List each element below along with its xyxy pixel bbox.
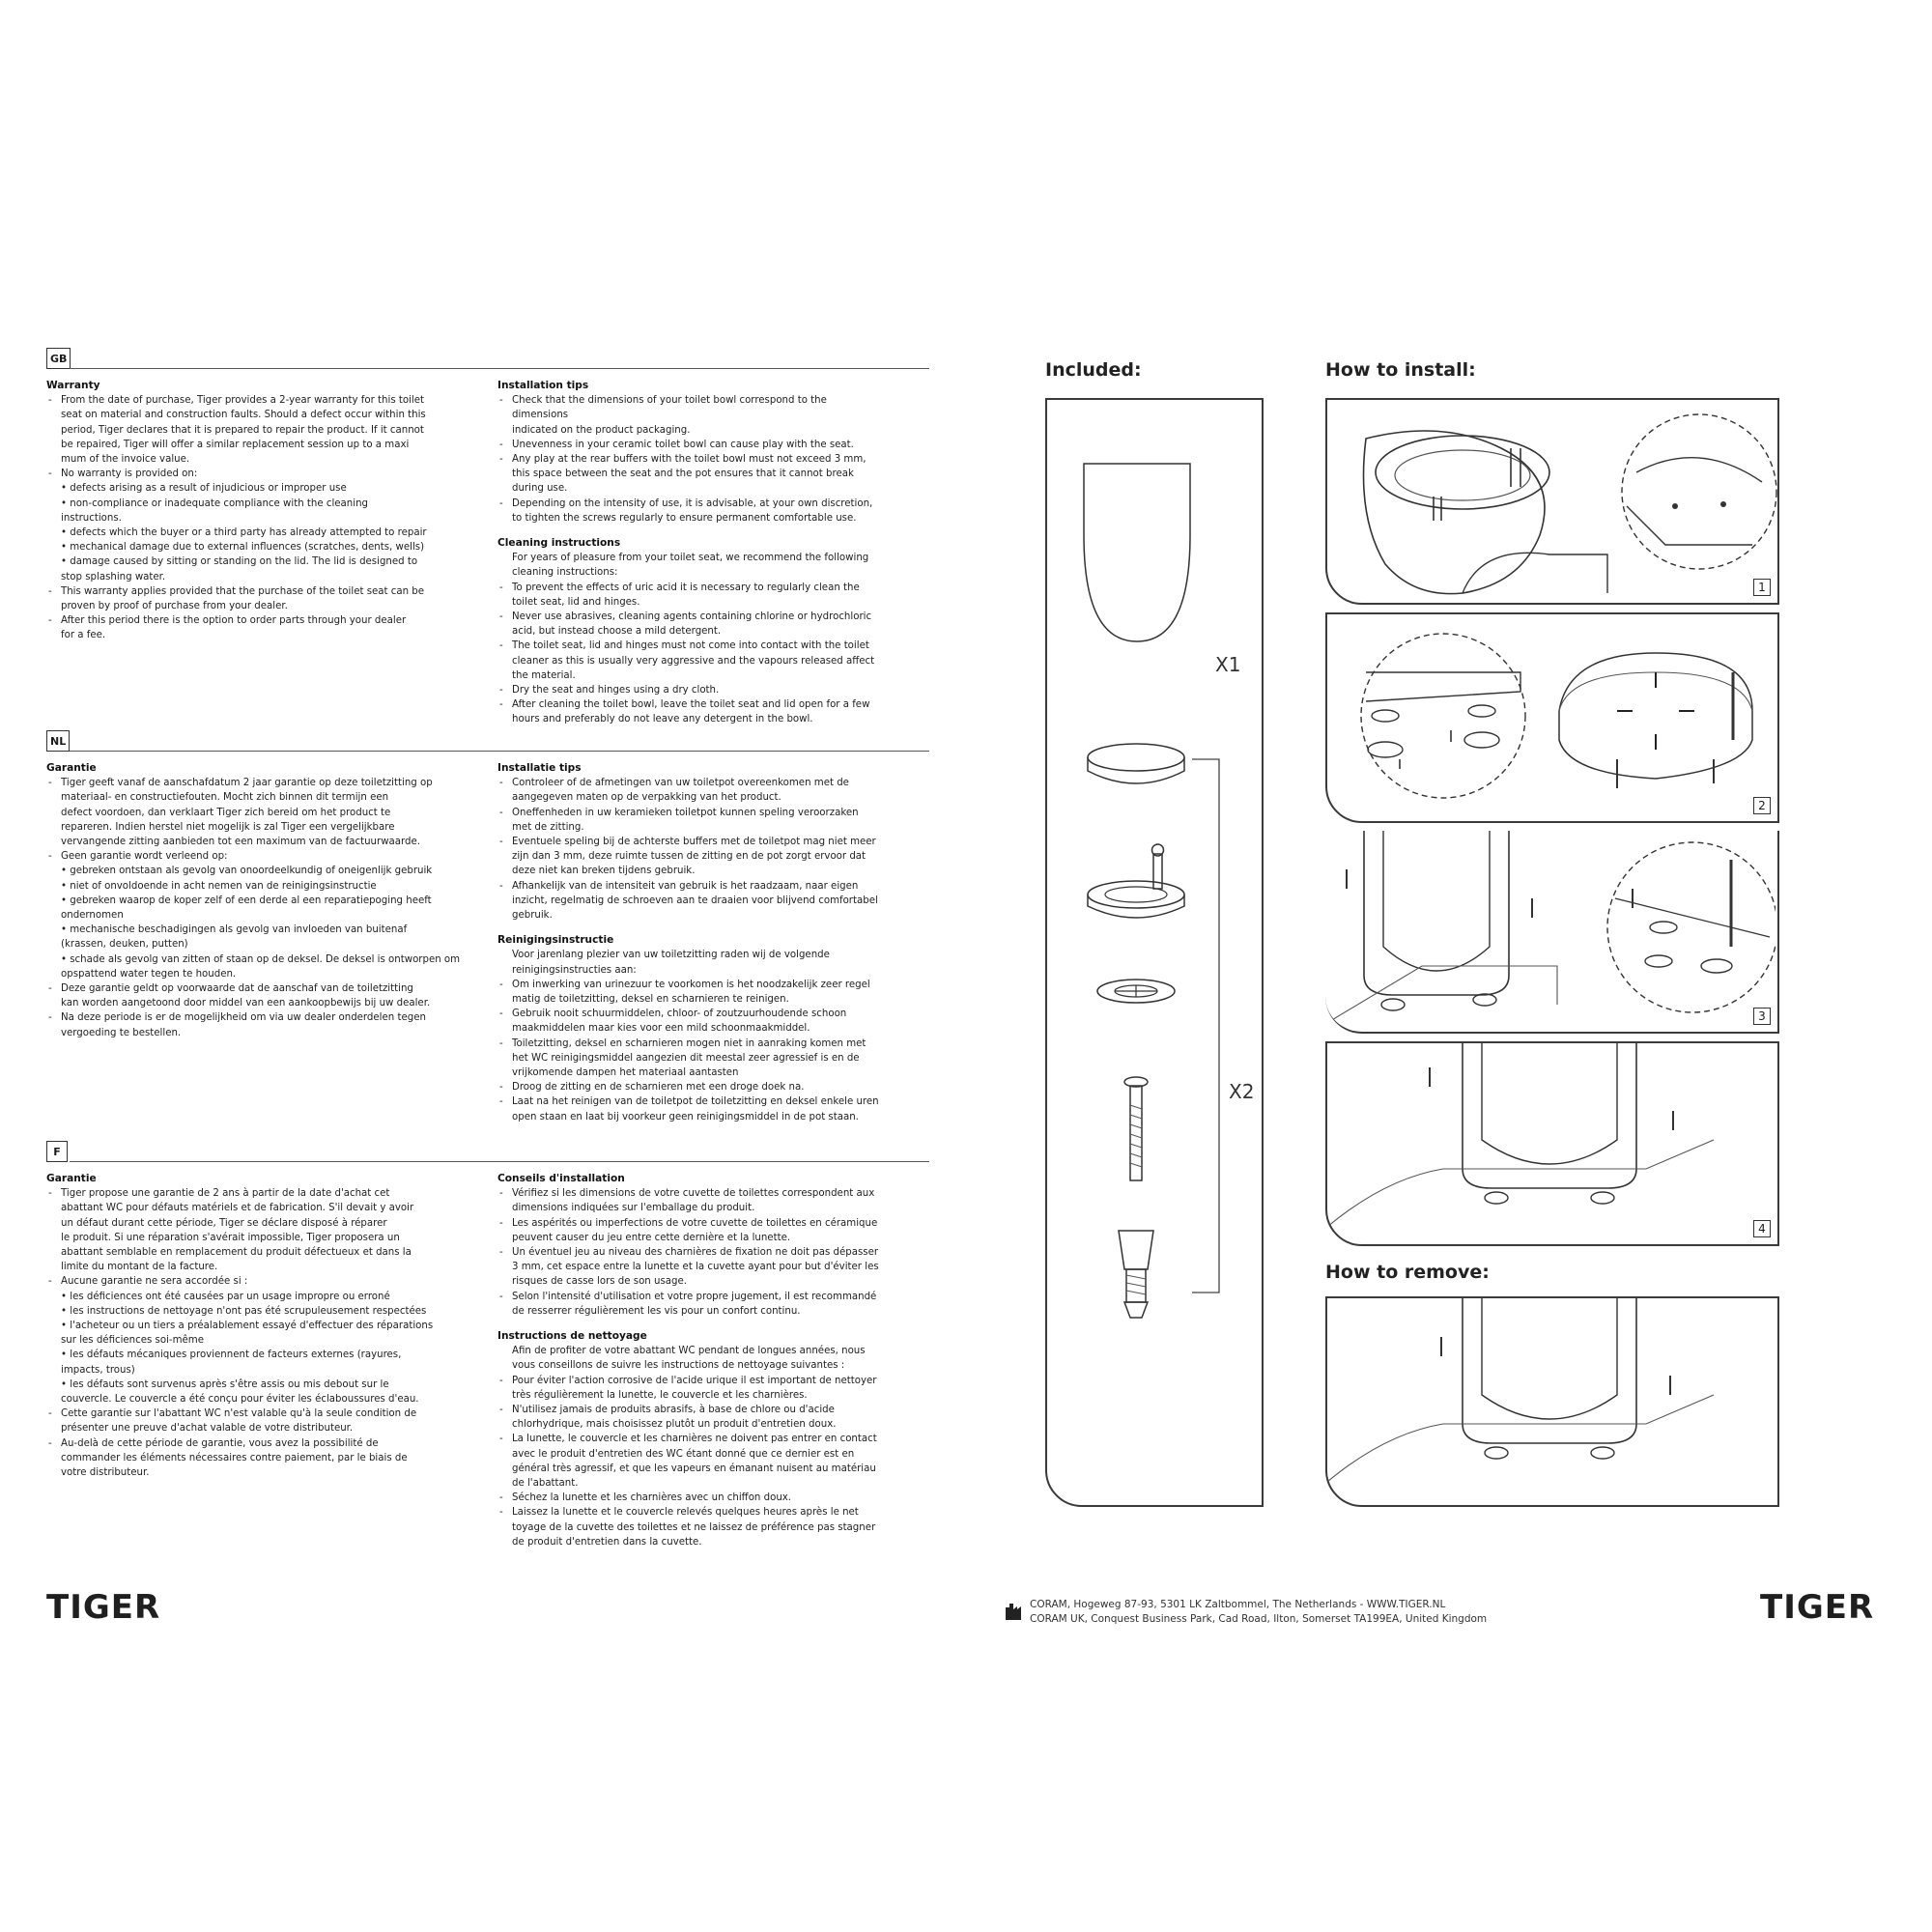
section-heading: Cleaning instructions [497, 537, 621, 550]
hinge-base [1088, 881, 1184, 908]
warranty-column-nl [46, 761, 483, 1040]
text-line: le produit. Si une réparation s'avérait impossible, Tiger proposera un [61, 1232, 400, 1243]
paragraph-gap [497, 1319, 932, 1329]
text-line: kan worden aangetoond door middel van een aankoopbewijs bij uw dealer. [61, 998, 431, 1009]
lang-badge-gb: GB [46, 348, 71, 369]
bullet-item: - After this period there is the option to order parts through your dealer [46, 613, 476, 628]
text-line: présenter une preuve d'achat valable de votre distributeur. [61, 1423, 354, 1435]
bullet-item: - Oneffenheden in uw keramieken toiletpot kunnen speling veroorzaken [497, 806, 932, 820]
install-heading: How to install: [1325, 359, 1476, 381]
text-list [497, 776, 932, 923]
text-line: defect voordoen, dan verklaart Tiger zich bereid om het product te [61, 807, 391, 818]
bullet-item: - Na deze periode is er de mogelijkheid om via uw dealer onderdelen tegen [46, 1010, 483, 1025]
text-list [46, 776, 483, 1040]
text-line: stop splashing water. [61, 571, 166, 582]
text-list [497, 1344, 932, 1549]
text-line: risques de casse lors de son usage. [512, 1276, 687, 1288]
text-line: repareren. Indien herstel niet mogelijk is zal Tiger een vergelijkbare [61, 821, 395, 833]
bullet-item: - Tiger propose une garantie de 2 ans à partir de la date d'achat cet [46, 1186, 476, 1201]
tips-column-nl [497, 761, 932, 1124]
bullet-item: - Check that the dimensions of your toilet bowl correspond to the [497, 393, 932, 408]
text-line: reinigingsinstructies aan: [512, 964, 637, 976]
step-number: 4 [1753, 1220, 1771, 1237]
text-line: gebruik. [512, 910, 553, 922]
brand-logo-right: TIGER [1760, 1588, 1875, 1627]
step-number: 1 [1753, 579, 1771, 596]
text-line: met de zitting. [512, 821, 584, 833]
included-panel [1045, 398, 1264, 1507]
section-rule [70, 1161, 929, 1162]
address-nl: CORAM, Hogeweg 87-93, 5301 LK Zaltbommel, The Netherlands - WWW.TIGER.NL [1030, 1599, 1446, 1610]
warranty-column-gb [46, 379, 476, 643]
seat-removal-drawing [1327, 1298, 1777, 1505]
bullet-item: - Aucune garantie ne sera accordée si : [46, 1274, 476, 1289]
bullet-item: - This warranty applies provided that the purchase of the toilet seat can be [46, 584, 476, 599]
paragraph-gap [497, 923, 932, 933]
text-line: for a fee. [61, 630, 106, 641]
brand-logo-left: TIGER [46, 1588, 161, 1627]
bullet-item: - Eventuele speling bij de achterste buffers met de toiletpot mag niet meer [497, 835, 932, 849]
section-heading: Warranty [46, 380, 100, 391]
text-line: aangegeven maten op de verpakking van het product. [512, 792, 781, 804]
text-line: mum of the invoice value. [61, 454, 190, 466]
section-heading: Installatie tips [497, 762, 582, 774]
text-line: hours and preferably do not leave any detergent in the bowl. [512, 714, 813, 725]
section-heading: Garantie [46, 1173, 97, 1184]
install-step-4 [1325, 1041, 1779, 1246]
text-line: Afin de profiter de votre abattant WC pendant de longues années, nous [512, 1346, 866, 1357]
bullet-item: - Gebruik nooit schuurmiddelen, chloor- of zoutzuurhoudende schoon [497, 1007, 932, 1021]
text-line: cleaner as this is usually very aggressive and the vapours released affect [512, 655, 875, 667]
remove-step [1325, 1296, 1779, 1507]
text-line: vous conseillons de suivre les instructions de nettoyage suivantes : [512, 1360, 845, 1372]
text-line: • mechanical damage due to external influences (scratches, dents, wells) [61, 542, 425, 554]
text-list [46, 393, 476, 642]
text-line: het WC reinigingsmiddel aangezien dit meestal zeer agressief is en de [512, 1052, 860, 1064]
install-step-1 [1325, 398, 1779, 605]
text-line: this space between the seat and the pot ensures that it cannot break [512, 469, 854, 480]
included-parts-drawing [1047, 400, 1262, 1505]
bullet-item: - Toiletzitting, deksel en scharnieren mogen niet in aanraking komen met [497, 1037, 932, 1051]
bullet-item: - Les aspérités ou imperfections de votre cuvette de toilettes en céramique [497, 1216, 932, 1231]
text-line: deze niet kan breken tijdens gebruik. [512, 866, 696, 877]
text-line: indicated on the product packaging. [512, 424, 691, 436]
text-line: de resserrer régulièrement les vis pour un confort continu. [512, 1305, 801, 1317]
text-line: • gebreken ontstaan als gevolg van onoordeelkundig of oneigenlijk gebruik [61, 866, 433, 877]
remove-heading: How to remove: [1325, 1262, 1490, 1283]
bullet-item: - Deze garantie geldt op voorwaarde dat de aanschaf van de toiletzitting [46, 981, 483, 996]
text-line: vervangende zitting aanbieden tot een maximum van de factuurwaarde. [61, 837, 420, 848]
seat-mounting-drawing [1325, 831, 1776, 1032]
text-line: dimensions indiquées sur l'emballage du produit. [512, 1203, 755, 1214]
text-line: limite du montant de la facture. [61, 1262, 218, 1273]
text-list [497, 551, 932, 726]
bullet-item: - Dry the seat and hinges using a dry cloth. [497, 683, 932, 697]
lang-badge-nl: NL [46, 730, 70, 752]
section-heading: Installation tips [497, 380, 589, 391]
wall-anchor [1119, 1231, 1153, 1269]
text-list [497, 393, 932, 526]
hinge-assembly-drawing [1327, 614, 1777, 821]
text-line: de produit d'entretien dans la cuvette. [512, 1536, 702, 1548]
bullet-item: - Au-delà de cette période de garantie, vous avez la possibilité de [46, 1436, 476, 1451]
quantity-parts: X2 [1229, 1080, 1255, 1103]
text-line: seat on material and construction faults. Should a defect occur within this [61, 410, 426, 421]
text-line: très régulièrement la lunette, le couvercle et les charnières. [512, 1389, 808, 1401]
bullet-item: - Droog de zitting en de scharnieren met een droge doek na. [497, 1080, 932, 1094]
text-line: chlorhydrique, mais choisissez plutôt un produit d'entretien doux. [512, 1419, 837, 1431]
install-step-3 [1325, 831, 1779, 1034]
text-line: vergoeding te bestellen. [61, 1027, 182, 1038]
bullet-item: - After cleaning the toilet bowl, leave the toilet seat and lid open for a few [497, 697, 932, 712]
included-heading: Included: [1045, 359, 1142, 381]
bullet-item: - Séchez la lunette et les charnières avec un chiffon doux. [497, 1491, 932, 1505]
text-line: • les défauts sont survenus après s'être assis ou mis debout sur le [61, 1378, 389, 1390]
bullet-item: - Any play at the rear buffers with the toilet bowl must not exceed 3 mm, [497, 452, 932, 467]
install-step-2 [1325, 612, 1779, 823]
text-line: open staan en laat bij voorkeur geen reinigingsmiddel in de pot staan. [512, 1111, 859, 1122]
text-list [497, 948, 932, 1123]
text-line: • damage caused by sitting or standing on the lid. The lid is designed to [61, 556, 418, 568]
text-line: period, Tiger declares that it is prepared to repair the product. If it cannot [61, 424, 424, 436]
text-line: abattant WC pour défauts matériels et de fabrication. S'il devait y avoir [61, 1203, 414, 1214]
section-heading: Instructions de nettoyage [497, 1330, 647, 1343]
bullet-item: - Laat na het reinigen van de toiletpot de toiletzitting en deksel enkele uren [497, 1094, 932, 1109]
text-line: • niet of onvoldoende in acht nemen van de reinigingsinstructie [61, 880, 377, 892]
text-list [497, 1186, 932, 1319]
text-line: avec le produit d'entretien des WC étant donné que ce dernier est en [512, 1448, 855, 1460]
text-line: sur les déficiences soi-même [61, 1335, 204, 1347]
text-line: • defects arising as a result of injudicious or improper use [61, 483, 347, 495]
bullet-item: - Controleer of de afmetingen van uw toiletpot overeenkomen met de [497, 776, 932, 790]
bullet-item: - From the date of purchase, Tiger provides a 2-year warranty for this toilet [46, 393, 476, 408]
bullet-item: - Cette garantie sur l'abattant WC n'est valable qu'à la seule condition de [46, 1406, 476, 1421]
text-line: général très agressif, et que les vapeurs en émanant nuisent au matériau [512, 1463, 876, 1474]
toilet-lid-shape [1084, 464, 1190, 641]
text-line: • gebreken waarop de koper zelf of een derde al een reparatiepoging heeft [61, 895, 432, 906]
bullet-item: - La lunette, le couvercle et les charnières ne doivent pas entrer en contact [497, 1432, 932, 1446]
warranty-column-f [46, 1172, 476, 1480]
section-heading: Garantie [46, 762, 97, 774]
section-heading: Reinigingsinstructie [497, 934, 614, 947]
text-line: dimensions [512, 410, 569, 421]
bullet-item: - Never use abrasives, cleaning agents containing chlorine or hydrochloric [497, 610, 932, 624]
text-line: matig de toiletzitting, deksel en scharnieren te reinigen. [512, 994, 789, 1006]
tips-column-gb [497, 379, 932, 727]
text-line: de l'abattant. [512, 1478, 579, 1490]
lang-badge-f: F [46, 1141, 68, 1162]
bullet-item: - N'utilisez jamais de produits abrasifs, à base de chlore ou d'acide [497, 1403, 932, 1417]
bullet-item: - Geen garantie wordt verleend op: [46, 849, 483, 864]
seat-lowering-drawing [1327, 1043, 1777, 1244]
text-line: cleaning instructions: [512, 567, 618, 579]
text-line: during use. [512, 483, 568, 495]
quantity-seat: X1 [1215, 653, 1241, 676]
text-line: (krassen, deuken, putten) [61, 939, 188, 951]
bullet-item: - Depending on the intensity of use, it is advisable, at your own discretion, [497, 497, 932, 511]
step-number: 2 [1753, 797, 1771, 814]
address-uk: CORAM UK, Conquest Business Park, Cad Road, Ilton, Somerset TA199EA, United Kingdom [1030, 1613, 1488, 1625]
bullet-item: - Un éventuel jeu au niveau des charnières de fixation ne doit pas dépasser [497, 1245, 932, 1260]
text-line: commander les éléments nécessaires contre paiement, par le biais de [61, 1452, 408, 1463]
text-line: couvercle. Le couvercle a été conçu pour éviter les éclaboussures d'eau. [61, 1394, 419, 1406]
text-line: peuvent causer du jeu entre cette dernière et la lunette. [512, 1232, 791, 1243]
text-line: to tighten the screws regularly to ensure permanent comfortable use. [512, 512, 857, 524]
text-line: maakmiddelen maar kies voor een mild schoonmaakmiddel. [512, 1023, 810, 1035]
text-line: materiaal- en constructiefouten. Mocht zich binnen dit termijn een [61, 792, 389, 804]
text-line: toyage de la cuvette des toilettes et ne laissez de préférence pas stagner [512, 1521, 876, 1533]
text-line: • defects which the buyer or a third party has already attempted to repair [61, 527, 427, 539]
section-rule [70, 368, 929, 369]
bullet-item: - Pour éviter l'action corrosive de l'acide urique il est important de nettoyer [497, 1374, 932, 1388]
paragraph-gap [497, 526, 932, 536]
step-number: 3 [1753, 1008, 1771, 1025]
text-line: abattant semblable en remplacement du produit défectueux et dans la [61, 1247, 412, 1259]
text-line: be repaired, Tiger will offer a similar replacement session up to a maxi [61, 439, 410, 450]
text-line: the material. [512, 669, 576, 681]
text-line: Voor jarenlang plezier van uw toiletzitting raden wij de volgende [512, 950, 830, 961]
bullet-item: - Om inwerking van urinezuur te voorkomen is het noodzakelijk zeer regel [497, 978, 932, 992]
bowl-drawing [1327, 400, 1777, 603]
text-line: votre distributeur. [61, 1467, 150, 1479]
text-line: For years of pleasure from your toilet seat, we recommend the following [512, 553, 869, 564]
bullet-item: - Selon l'intensité d'utilisation et votre propre jugement, il est recommandé [497, 1290, 932, 1304]
section-heading: Conseils d'installation [497, 1173, 625, 1184]
buffer-disc [1088, 744, 1184, 771]
text-line: inzicht, regelmatig de schroeven aan te draaien voor blijvend comfortabel [512, 895, 878, 906]
text-line: instructions. [61, 512, 122, 524]
bullet-item: - Tiger geeft vanaf de aanschafdatum 2 jaar garantie op deze toiletzitting op [46, 776, 483, 790]
text-line: 3 mm, cet espace entre la lunette et la cuvette ayant pour but d'éviter les [512, 1262, 879, 1273]
text-line: • schade als gevolg van zitten of staan op de deksel. De deksel is ontworpen om [61, 953, 461, 965]
text-line: • les déficiences ont été causées par un usage impropre ou erroné [61, 1291, 390, 1302]
text-line: ondernomen [61, 910, 124, 922]
bullet-item: - Afhankelijk van de intensiteit van gebruik is het raadzaam, naar eigen [497, 879, 932, 894]
bullet-item: - The toilet seat, lid and hinges must not come into contact with the toilet [497, 639, 932, 653]
text-line: • l'acheteur ou un tiers a préalablement essayé d'effectuer des réparations [61, 1321, 434, 1332]
text-line: zijn dan 3 mm, deze ruimte tussen de zitting en de pot zorgt ervoor dat [512, 851, 867, 863]
text-line: • non-compliance or inadequate compliance with the cleaning [61, 497, 369, 509]
bullet-item: - Laissez la lunette et le couvercle relevés quelques heures après le net [497, 1505, 932, 1520]
bullet-item: - Vérifiez si les dimensions de votre cuvette de toilettes correspondent aux [497, 1186, 932, 1201]
bullet-item: - Unevenness in your ceramic toilet bowl can cause play with the seat. [497, 438, 932, 452]
bullet-item: - To prevent the effects of uric acid it is necessary to regularly clean the [497, 581, 932, 595]
text-list [46, 1186, 476, 1480]
text-line: toilet seat, lid and hinges. [512, 596, 640, 608]
text-line: vrijkomende dampen het materiaal aantasten [512, 1067, 739, 1079]
footer-address [1030, 1598, 1571, 1627]
text-line: • les instructions de nettoyage n'ont pas été scrupuleusement respectées [61, 1305, 427, 1317]
section-rule [70, 751, 929, 752]
text-line: opspattend water tegen te houden. [61, 968, 237, 980]
text-line: un défaut durant cette période, Tiger se déclare disposé à réparer [61, 1217, 387, 1229]
text-line: impacts, trous) [61, 1364, 135, 1376]
bullet-item: - No warranty is provided on: [46, 467, 476, 481]
text-line: • les défauts mécaniques proviennent de facteurs externes (rayures, [61, 1350, 402, 1361]
manufacturer-icon [1005, 1600, 1024, 1621]
tips-column-f [497, 1172, 932, 1549]
text-line: acid, but instead choose a mild detergent. [512, 626, 722, 638]
text-line: proven by proof of purchase from your dealer. [61, 601, 288, 612]
text-line: • mechanische beschadigingen als gevolg van invloeden van buitenaf [61, 924, 408, 936]
